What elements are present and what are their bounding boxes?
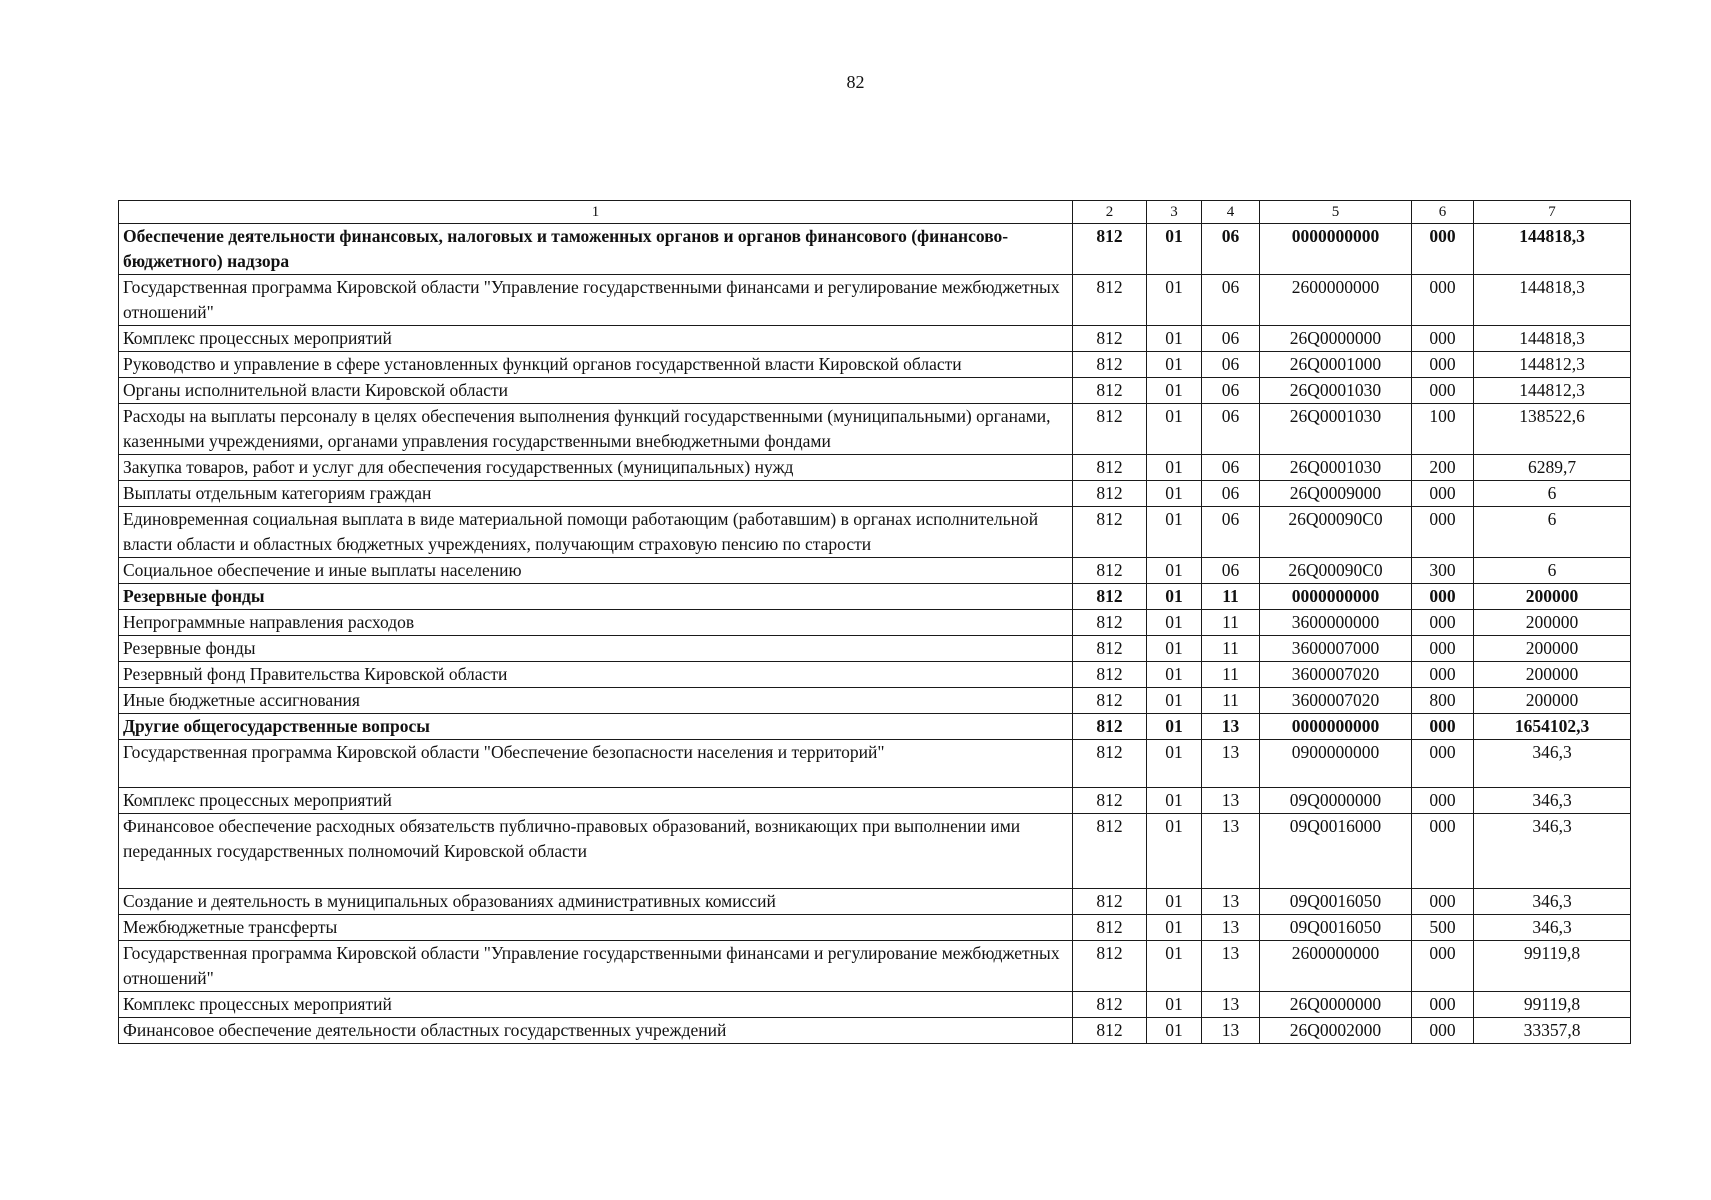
cell-name: Расходы на выплаты персоналу в целях обеспечения выполнения функций государственными (муниципальными) органами, казенными учреждениями, органами управления государственными внебюджетными фондами [119,404,1073,455]
cell-vr: 000 [1412,740,1474,788]
cell-rz: 01 [1147,584,1202,610]
table-row [119,714,1631,740]
cell-vr: 000 [1412,814,1474,889]
cell-vr: 000 [1412,992,1474,1018]
cell-gr: 812 [1073,740,1147,788]
cell-gr: 812 [1073,992,1147,1018]
cell-sum: 144818,3 [1474,326,1631,352]
cell-rz: 01 [1147,404,1202,455]
cell-vr: 000 [1412,584,1474,610]
cell-sum: 200000 [1474,688,1631,714]
cell-name: Резервные фонды [119,636,1073,662]
table-row [119,378,1631,404]
cell-vr: 000 [1412,275,1474,326]
cell-vr: 000 [1412,788,1474,814]
cell-cs: 26Q00090C0 [1260,558,1412,584]
cell-cs: 0000000000 [1260,584,1412,610]
cell-cs: 09Q0000000 [1260,788,1412,814]
cell-rz: 01 [1147,326,1202,352]
cell-vr: 000 [1412,662,1474,688]
cell-sum: 200000 [1474,636,1631,662]
table-row [119,558,1631,584]
cell-gr: 812 [1073,662,1147,688]
page-number: 82 [846,72,865,92]
cell-pr: 13 [1202,788,1260,814]
cell-sum: 33357,8 [1474,1018,1631,1044]
header-row [119,201,1631,224]
cell-cs: 26Q00090C0 [1260,507,1412,558]
table-row [119,662,1631,688]
cell-rz: 01 [1147,558,1202,584]
cell-name: Создание и деятельность в муниципальных образованиях административных комиссий [119,889,1073,915]
table-row [119,915,1631,941]
cell-vr: 000 [1412,889,1474,915]
cell-gr: 812 [1073,352,1147,378]
cell-name: Закупка товаров, работ и услуг для обеспечения государственных (муниципальных) нужд [119,455,1073,481]
cell-pr: 11 [1202,584,1260,610]
cell-gr: 812 [1073,636,1147,662]
cell-pr: 11 [1202,610,1260,636]
cell-sum: 346,3 [1474,915,1631,941]
column-header-sum: 7 [1474,201,1631,224]
cell-name: Другие общегосударственные вопросы [119,714,1073,740]
cell-gr: 812 [1073,224,1147,275]
cell-pr: 06 [1202,558,1260,584]
cell-vr: 100 [1412,404,1474,455]
cell-cs: 09Q0016000 [1260,814,1412,889]
cell-cs: 2600000000 [1260,941,1412,992]
cell-cs: 0900000000 [1260,740,1412,788]
cell-pr: 13 [1202,992,1260,1018]
table-row [119,481,1631,507]
cell-pr: 13 [1202,915,1260,941]
cell-pr: 06 [1202,507,1260,558]
cell-sum: 200000 [1474,662,1631,688]
cell-sum: 200000 [1474,610,1631,636]
cell-rz: 01 [1147,275,1202,326]
cell-cs: 26Q0002000 [1260,1018,1412,1044]
cell-gr: 812 [1073,558,1147,584]
cell-rz: 01 [1147,224,1202,275]
cell-name: Комплекс процессных мероприятий [119,326,1073,352]
cell-cs: 26Q0000000 [1260,992,1412,1018]
table-row [119,584,1631,610]
cell-sum: 99119,8 [1474,941,1631,992]
cell-cs: 26Q0009000 [1260,481,1412,507]
cell-pr: 13 [1202,889,1260,915]
cell-rz: 01 [1147,455,1202,481]
cell-cs: 09Q0016050 [1260,915,1412,941]
cell-pr: 06 [1202,481,1260,507]
cell-rz: 01 [1147,992,1202,1018]
cell-vr: 000 [1412,507,1474,558]
cell-name: Органы исполнительной власти Кировской области [119,378,1073,404]
cell-sum: 144812,3 [1474,378,1631,404]
cell-vr: 000 [1412,378,1474,404]
cell-gr: 812 [1073,378,1147,404]
cell-vr: 500 [1412,915,1474,941]
cell-name: Единовременная социальная выплата в виде материальной помощи работающим (работавшим) в органах исполнительной власти области и областных бюджетных учреждениях, получающим страховую пенсию по старости [119,507,1073,558]
cell-rz: 01 [1147,378,1202,404]
cell-pr: 11 [1202,636,1260,662]
cell-sum: 346,3 [1474,740,1631,788]
cell-vr: 000 [1412,941,1474,992]
cell-name: Межбюджетные трансферты [119,915,1073,941]
table-row [119,275,1631,326]
cell-gr: 812 [1073,404,1147,455]
cell-name: Обеспечение деятельности финансовых, налоговых и таможенных органов и органов финансового (финансово-бюджетного) надзора [119,224,1073,275]
cell-sum: 6 [1474,481,1631,507]
cell-pr: 06 [1202,224,1260,275]
cell-sum: 144818,3 [1474,224,1631,275]
table-body [119,224,1631,1044]
cell-cs: 2600000000 [1260,275,1412,326]
column-header-rz: 3 [1147,201,1202,224]
cell-name: Непрограммные направления расходов [119,610,1073,636]
cell-rz: 01 [1147,788,1202,814]
cell-vr: 000 [1412,224,1474,275]
table-row [119,889,1631,915]
cell-rz: 01 [1147,814,1202,889]
cell-gr: 812 [1073,788,1147,814]
cell-sum: 1654102,3 [1474,714,1631,740]
cell-gr: 812 [1073,714,1147,740]
cell-cs: 0000000000 [1260,224,1412,275]
cell-sum: 346,3 [1474,889,1631,915]
cell-sum: 346,3 [1474,814,1631,889]
cell-name: Государственная программа Кировской области "Обеспечение безопасности населения и территорий" [119,740,1073,788]
cell-name: Государственная программа Кировской области "Управление государственными финансами и регулирование межбюджетных отношений" [119,275,1073,326]
cell-gr: 812 [1073,481,1147,507]
cell-gr: 812 [1073,610,1147,636]
cell-rz: 01 [1147,610,1202,636]
table-row [119,688,1631,714]
column-header-vr: 6 [1412,201,1474,224]
cell-rz: 01 [1147,889,1202,915]
cell-rz: 01 [1147,507,1202,558]
cell-rz: 01 [1147,714,1202,740]
cell-pr: 13 [1202,740,1260,788]
cell-cs: 0000000000 [1260,714,1412,740]
column-header-gr: 2 [1073,201,1147,224]
cell-cs: 26Q0001030 [1260,404,1412,455]
cell-pr: 13 [1202,1018,1260,1044]
cell-name: Финансовое обеспечение деятельности областных государственных учреждений [119,1018,1073,1044]
cell-rz: 01 [1147,740,1202,788]
cell-vr: 300 [1412,558,1474,584]
cell-pr: 06 [1202,326,1260,352]
cell-cs: 09Q0016050 [1260,889,1412,915]
cell-name: Комплекс процессных мероприятий [119,788,1073,814]
cell-vr: 000 [1412,610,1474,636]
cell-vr: 000 [1412,326,1474,352]
cell-name: Резервные фонды [119,584,1073,610]
table-row [119,941,1631,992]
cell-name: Финансовое обеспечение расходных обязательств публично-правовых образований, возникающих при выполнении ими переданных государственных полномочий Кировской области [119,814,1073,889]
table-row [119,352,1631,378]
cell-pr: 06 [1202,275,1260,326]
table-row [119,788,1631,814]
cell-rz: 01 [1147,662,1202,688]
column-header-cs: 5 [1260,201,1412,224]
cell-sum: 99119,8 [1474,992,1631,1018]
cell-sum: 346,3 [1474,788,1631,814]
cell-vr: 800 [1412,688,1474,714]
cell-rz: 01 [1147,1018,1202,1044]
cell-cs: 3600000000 [1260,610,1412,636]
cell-name: Комплекс процессных мероприятий [119,992,1073,1018]
cell-sum: 6 [1474,507,1631,558]
cell-gr: 812 [1073,889,1147,915]
cell-cs: 26Q0001030 [1260,455,1412,481]
cell-vr: 000 [1412,352,1474,378]
cell-gr: 812 [1073,455,1147,481]
table-row [119,740,1631,788]
cell-vr: 000 [1412,636,1474,662]
table-row [119,455,1631,481]
table-row [119,326,1631,352]
cell-sum: 144812,3 [1474,352,1631,378]
cell-name: Руководство и управление в сфере установленных функций органов государственной власти Кировской области [119,352,1073,378]
cell-cs: 3600007000 [1260,636,1412,662]
column-header-name: 1 [119,201,1073,224]
cell-gr: 812 [1073,275,1147,326]
table-row [119,404,1631,455]
cell-pr: 06 [1202,404,1260,455]
cell-vr: 000 [1412,714,1474,740]
cell-rz: 01 [1147,941,1202,992]
cell-gr: 812 [1073,688,1147,714]
cell-name: Выплаты отдельным категориям граждан [119,481,1073,507]
cell-cs: 26Q0001030 [1260,378,1412,404]
cell-pr: 06 [1202,455,1260,481]
table-row [119,1018,1631,1044]
table-row [119,636,1631,662]
cell-cs: 26Q0000000 [1260,326,1412,352]
table-row [119,814,1631,889]
cell-vr: 000 [1412,481,1474,507]
cell-name: Резервный фонд Правительства Кировской области [119,662,1073,688]
cell-vr: 000 [1412,1018,1474,1044]
cell-gr: 812 [1073,584,1147,610]
column-header-pr: 4 [1202,201,1260,224]
cell-rz: 01 [1147,352,1202,378]
cell-gr: 812 [1073,814,1147,889]
cell-gr: 812 [1073,1018,1147,1044]
cell-pr: 11 [1202,688,1260,714]
cell-sum: 6 [1474,558,1631,584]
cell-gr: 812 [1073,326,1147,352]
budget-table [118,200,1631,1044]
cell-pr: 13 [1202,714,1260,740]
table-row [119,610,1631,636]
cell-sum: 144818,3 [1474,275,1631,326]
table-row [119,507,1631,558]
cell-sum: 6289,7 [1474,455,1631,481]
cell-pr: 13 [1202,814,1260,889]
cell-name: Государственная программа Кировской области "Управление государственными финансами и регулирование межбюджетных отношений" [119,941,1073,992]
cell-gr: 812 [1073,915,1147,941]
cell-rz: 01 [1147,688,1202,714]
cell-gr: 812 [1073,507,1147,558]
cell-cs: 26Q0001000 [1260,352,1412,378]
cell-pr: 06 [1202,352,1260,378]
cell-rz: 01 [1147,481,1202,507]
cell-sum: 138522,6 [1474,404,1631,455]
cell-name: Социальное обеспечение и иные выплаты населению [119,558,1073,584]
cell-pr: 13 [1202,941,1260,992]
cell-rz: 01 [1147,636,1202,662]
cell-name: Иные бюджетные ассигнования [119,688,1073,714]
cell-gr: 812 [1073,941,1147,992]
table-row [119,992,1631,1018]
cell-cs: 3600007020 [1260,662,1412,688]
cell-pr: 06 [1202,378,1260,404]
table-row [119,224,1631,275]
cell-sum: 200000 [1474,584,1631,610]
cell-cs: 3600007020 [1260,688,1412,714]
cell-pr: 11 [1202,662,1260,688]
cell-rz: 01 [1147,915,1202,941]
cell-vr: 200 [1412,455,1474,481]
